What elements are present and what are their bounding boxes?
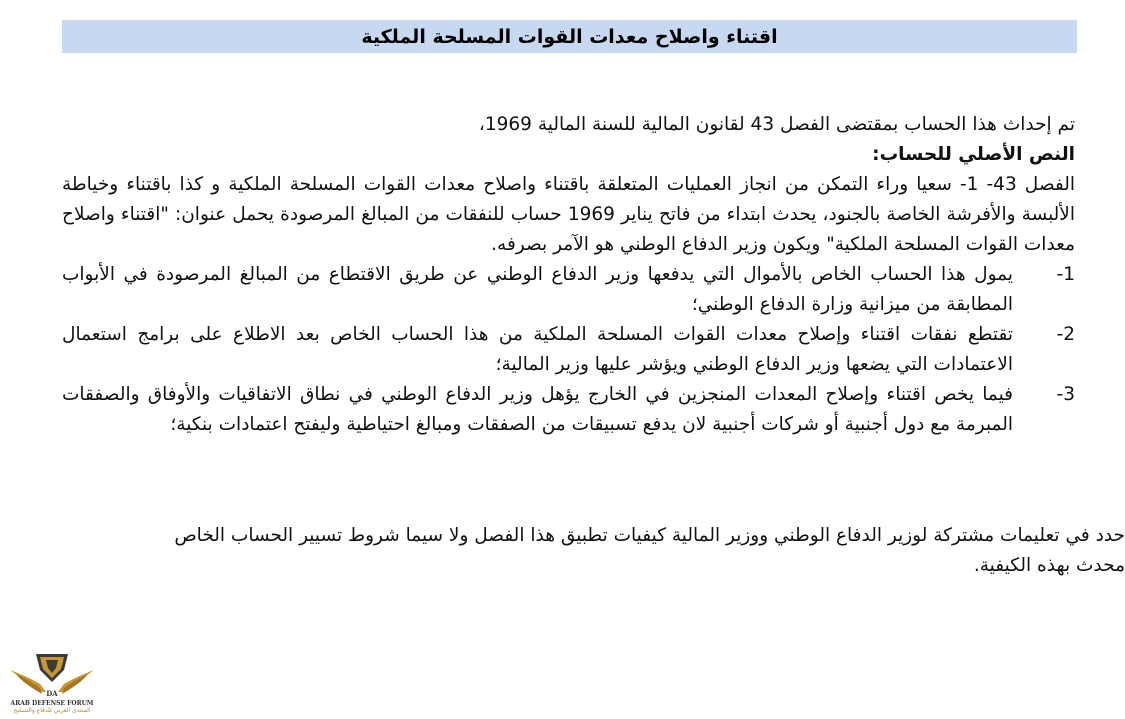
watermark-subtitle: المنتدى العربي للدفاع والتسليح xyxy=(13,707,91,714)
svg-text:DA: DA xyxy=(46,689,58,698)
closing-paragraph xyxy=(0,521,1125,581)
list-item-number: 1- xyxy=(1056,264,1075,285)
list-item-number: 2- xyxy=(1056,324,1075,345)
article-paragraph: الفصل 43- 1- سعيا وراء التمكن من انجاز العمليات المتعلقة باقتناء واصلاح معدات القوات المسلحة الملكية و كذا باقتناء وخياطة الألبسة والأفرشة الخاصة بالجنود، يحدث ابتداء من فاتح يناير 1969 حساب للنفقات من المبالغ المرصودة يحمل عنوان: "اقتناء واصلاح معدات القوات المسلحة الملكية" ويكون وزير الدفاع الوطني هو الآمر بصرفه. xyxy=(62,174,1075,255)
page-title: اقتناء واصلاح معدات القوات المسلحة الملكية xyxy=(361,25,778,48)
eagle-emblem-icon xyxy=(6,648,98,700)
list-item xyxy=(62,380,1075,440)
list-item-text: فيما يخص اقتناء وإصلاح المعدات المنجزين في الخارج يؤهل وزير الدفاع الوطني في نطاق الاتفاقيات والأوفاق والصفقات المبرمة مع دول أجنبية أو شركات أجنبية لان يدفع تسبيقات من الصفقات ومبالغ احتياطية وليفتح اعتمادات بنكية؛ xyxy=(62,384,1013,435)
list-item-text: يمول هذا الحساب الخاص بالأموال التي يدفعها وزير الدفاع الوطني عن طريق الاقتطاع من المبالغ المرصودة في الأبواب المطابقة من ميزانية وزارة الدفاع الوطني؛ xyxy=(62,264,1013,315)
watermark-logo xyxy=(6,648,98,716)
list-item xyxy=(62,320,1075,380)
closing-line-2: محدث بهذه الكيفية. xyxy=(973,555,1125,576)
title-bar xyxy=(62,20,1077,53)
closing-line-1: حدد في تعليمات مشتركة لوزير الدفاع الوطني ووزير المالية كيفيات تطبيق هذا الفصل ولا سيما شروط تسيير الحساب الخاص xyxy=(174,525,1125,546)
document-body xyxy=(62,110,1075,440)
list-item xyxy=(62,260,1075,320)
intro-line: تم إحداث هذا الحساب بمقتضى الفصل 43 لقانون المالية للسنة المالية 1969، xyxy=(478,114,1075,135)
watermark-name: ARAB DEFENSE FORUM xyxy=(10,700,94,707)
original-text-heading: النص الأصلي للحساب: xyxy=(872,144,1075,165)
list-item-number: 3- xyxy=(1056,384,1075,405)
list-item-text: تقتطع نفقات اقتناء وإصلاح معدات القوات المسلحة الملكية من هذا الحساب الخاص بعد الاطلاع على برامج استعمال الاعتمادات التي يضعها وزير الدفاع الوطني ويؤشر عليها وزير المالية؛ xyxy=(62,324,1013,375)
